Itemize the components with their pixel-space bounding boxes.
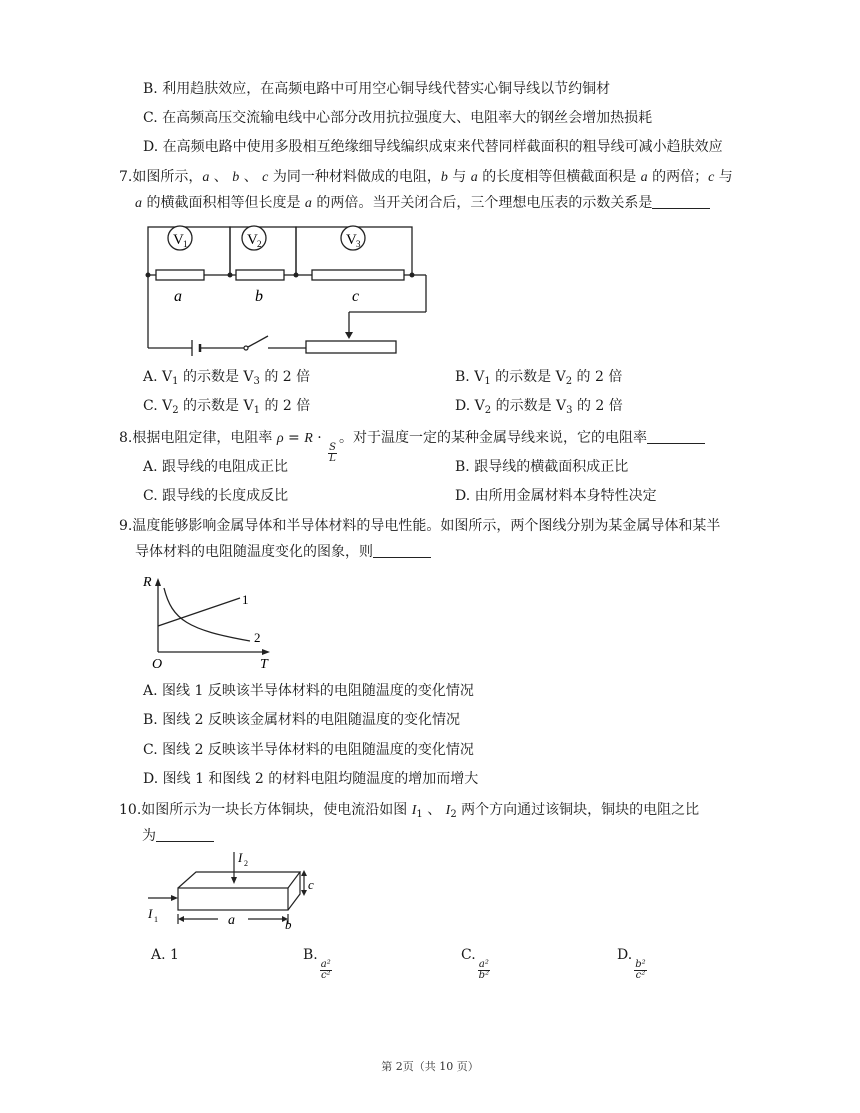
dim-c-label: c	[308, 877, 314, 892]
q8-option-d[interactable]: D. 由所用金属材料本身特性决定	[455, 488, 657, 504]
q10-option-a[interactable]: A. 1	[151, 947, 179, 963]
q6-option-b: B. 利用趋肤效应，在高频电路中可用空心铜导线代替实心铜导线以节约铜材	[143, 81, 611, 97]
origin-label: O	[152, 657, 163, 670]
q8-stem: 8.根据电阻定律，电阻率 ρ = R · $\frac{S}{L}$ 。对于温度一定的某种金属导线来说，它的电阻率	[119, 428, 705, 464]
i1-label: I	[148, 906, 153, 921]
q6-option-c: C. 在高频高压交流输电线中心部分改用抗拉强度大、电阻率大的钢丝会增加热损耗	[143, 110, 653, 126]
q9-option-b[interactable]: B. 图线 2 反映该金属材料的电阻随温度的变化情况	[143, 712, 460, 728]
q7-stem-line2: a 的横截面积相等但长度是 a 的两倍。当开关闭合后，三个理想电压表的示数关系是	[135, 193, 710, 214]
q7-number: 7.	[119, 169, 133, 185]
q9-resistance-temperature-graph	[138, 570, 278, 670]
axis-label-t: T	[260, 657, 268, 670]
rheostat	[306, 341, 396, 353]
voltmeter-v1	[168, 226, 192, 250]
axis-label-r: R	[143, 575, 152, 590]
q10-stem-line2: 为	[142, 826, 214, 846]
svg-text:V: V	[346, 232, 357, 248]
svg-text:2: 2	[257, 239, 262, 249]
q8-number: 8.	[119, 430, 133, 446]
q10-number: 10.	[119, 802, 142, 818]
svg-text:V: V	[173, 232, 184, 248]
q8-option-a[interactable]: A. 跟导线的电阻成正比	[143, 459, 289, 475]
q8-option-c[interactable]: C. 跟导线的长度成反比	[143, 488, 289, 504]
svg-text:2: 2	[244, 859, 248, 868]
q9-option-a[interactable]: A. 图线 1 反映该半导体材料的电阻随温度的变化情况	[143, 683, 474, 699]
q10-stem-line1: 10.如图所示为一块长方体铜块，使电流沿如图 $I_1$ 、 $I_2$ 两个方向通过该铜块，铜块的电阻之比	[119, 802, 700, 820]
svg-text:3: 3	[356, 239, 361, 249]
switch-icon	[244, 336, 270, 350]
label-c: c	[352, 288, 360, 305]
label-b: b	[255, 288, 263, 305]
q10-option-c[interactable]: C. $\frac{\text{a²}}{\text{b²}}$	[461, 947, 490, 981]
q7-option-b[interactable]: B. $V_1$ 的示数是 $V_2$ 的 2 倍	[455, 369, 623, 387]
q9-option-d[interactable]: D. 图线 1 和图线 2 的材料电阻均随温度的增加而增大	[143, 771, 479, 787]
i2-label: I	[238, 850, 243, 865]
q8-option-b[interactable]: B. 跟导线的横截面积成正比	[455, 459, 629, 475]
svg-text:1: 1	[183, 239, 188, 249]
q7-option-a[interactable]: A. $V_1$ 的示数是 $V_3$ 的 2 倍	[143, 369, 311, 387]
answer-blank[interactable]	[156, 827, 214, 842]
resistor-c	[312, 270, 404, 280]
curve-1-label: 1	[242, 592, 249, 607]
q9-number: 9.	[119, 518, 133, 534]
svg-text:1: 1	[154, 915, 158, 924]
resistor-a	[156, 270, 204, 280]
voltmeter-v3	[341, 226, 365, 250]
q10-option-b[interactable]: B. $\frac{\text{a²}}{\text{c²}}$	[303, 947, 331, 981]
slider-arrow-icon	[345, 332, 353, 339]
voltmeter-v2	[242, 226, 266, 250]
q7-circuit-diagram	[140, 222, 440, 362]
svg-text:V: V	[247, 232, 258, 248]
q9-stem-line2: 导体材料的电阻随温度变化的图象，则	[135, 542, 431, 562]
resistor-b	[236, 270, 284, 280]
q10-option-d[interactable]: D. $\frac{\text{b²}}{\text{c²}}$	[617, 947, 646, 981]
dim-a-label: a	[228, 913, 235, 928]
q9-stem-line1: 9.温度能够影响金属导体和半导体材料的导电性能。如图所示，两个图线分别为某金属导体和某半	[119, 518, 721, 534]
label-a: a	[174, 288, 182, 305]
dim-b-label: b	[285, 917, 292, 932]
curve-1	[158, 598, 240, 626]
q9-option-c[interactable]: C. 图线 2 反映该半导体材料的电阻随温度的变化情况	[143, 742, 474, 758]
battery-icon	[192, 340, 200, 356]
curve-2	[164, 588, 250, 641]
q6-option-d: D. 在高频电路中使用多股相互绝缘细导线编织成束来代替同样截面积的粗导线可减小趋肤效应	[143, 139, 723, 155]
page-footer: 第 2页（共 10 页）	[381, 1060, 479, 1073]
q7-option-d[interactable]: D. $V_2$ 的示数是 $V_3$ 的 2 倍	[455, 398, 623, 416]
q7-stem-line1: 7.如图所示，a 、 b 、 c 为同一种材料做成的电阻，b 与 a 的长度相等但横截面积是 a 的两倍；c 与	[119, 169, 733, 185]
answer-blank[interactable]	[652, 194, 710, 209]
q7-option-c[interactable]: C. $V_2$ 的示数是 $V_1$ 的 2 倍	[143, 398, 311, 416]
formula-fraction: $\frac{S}{L}$	[329, 442, 336, 464]
answer-blank[interactable]	[647, 429, 705, 444]
q10-copper-block-figure	[144, 846, 334, 936]
answer-blank[interactable]	[373, 543, 431, 558]
curve-2-label: 2	[254, 630, 261, 645]
